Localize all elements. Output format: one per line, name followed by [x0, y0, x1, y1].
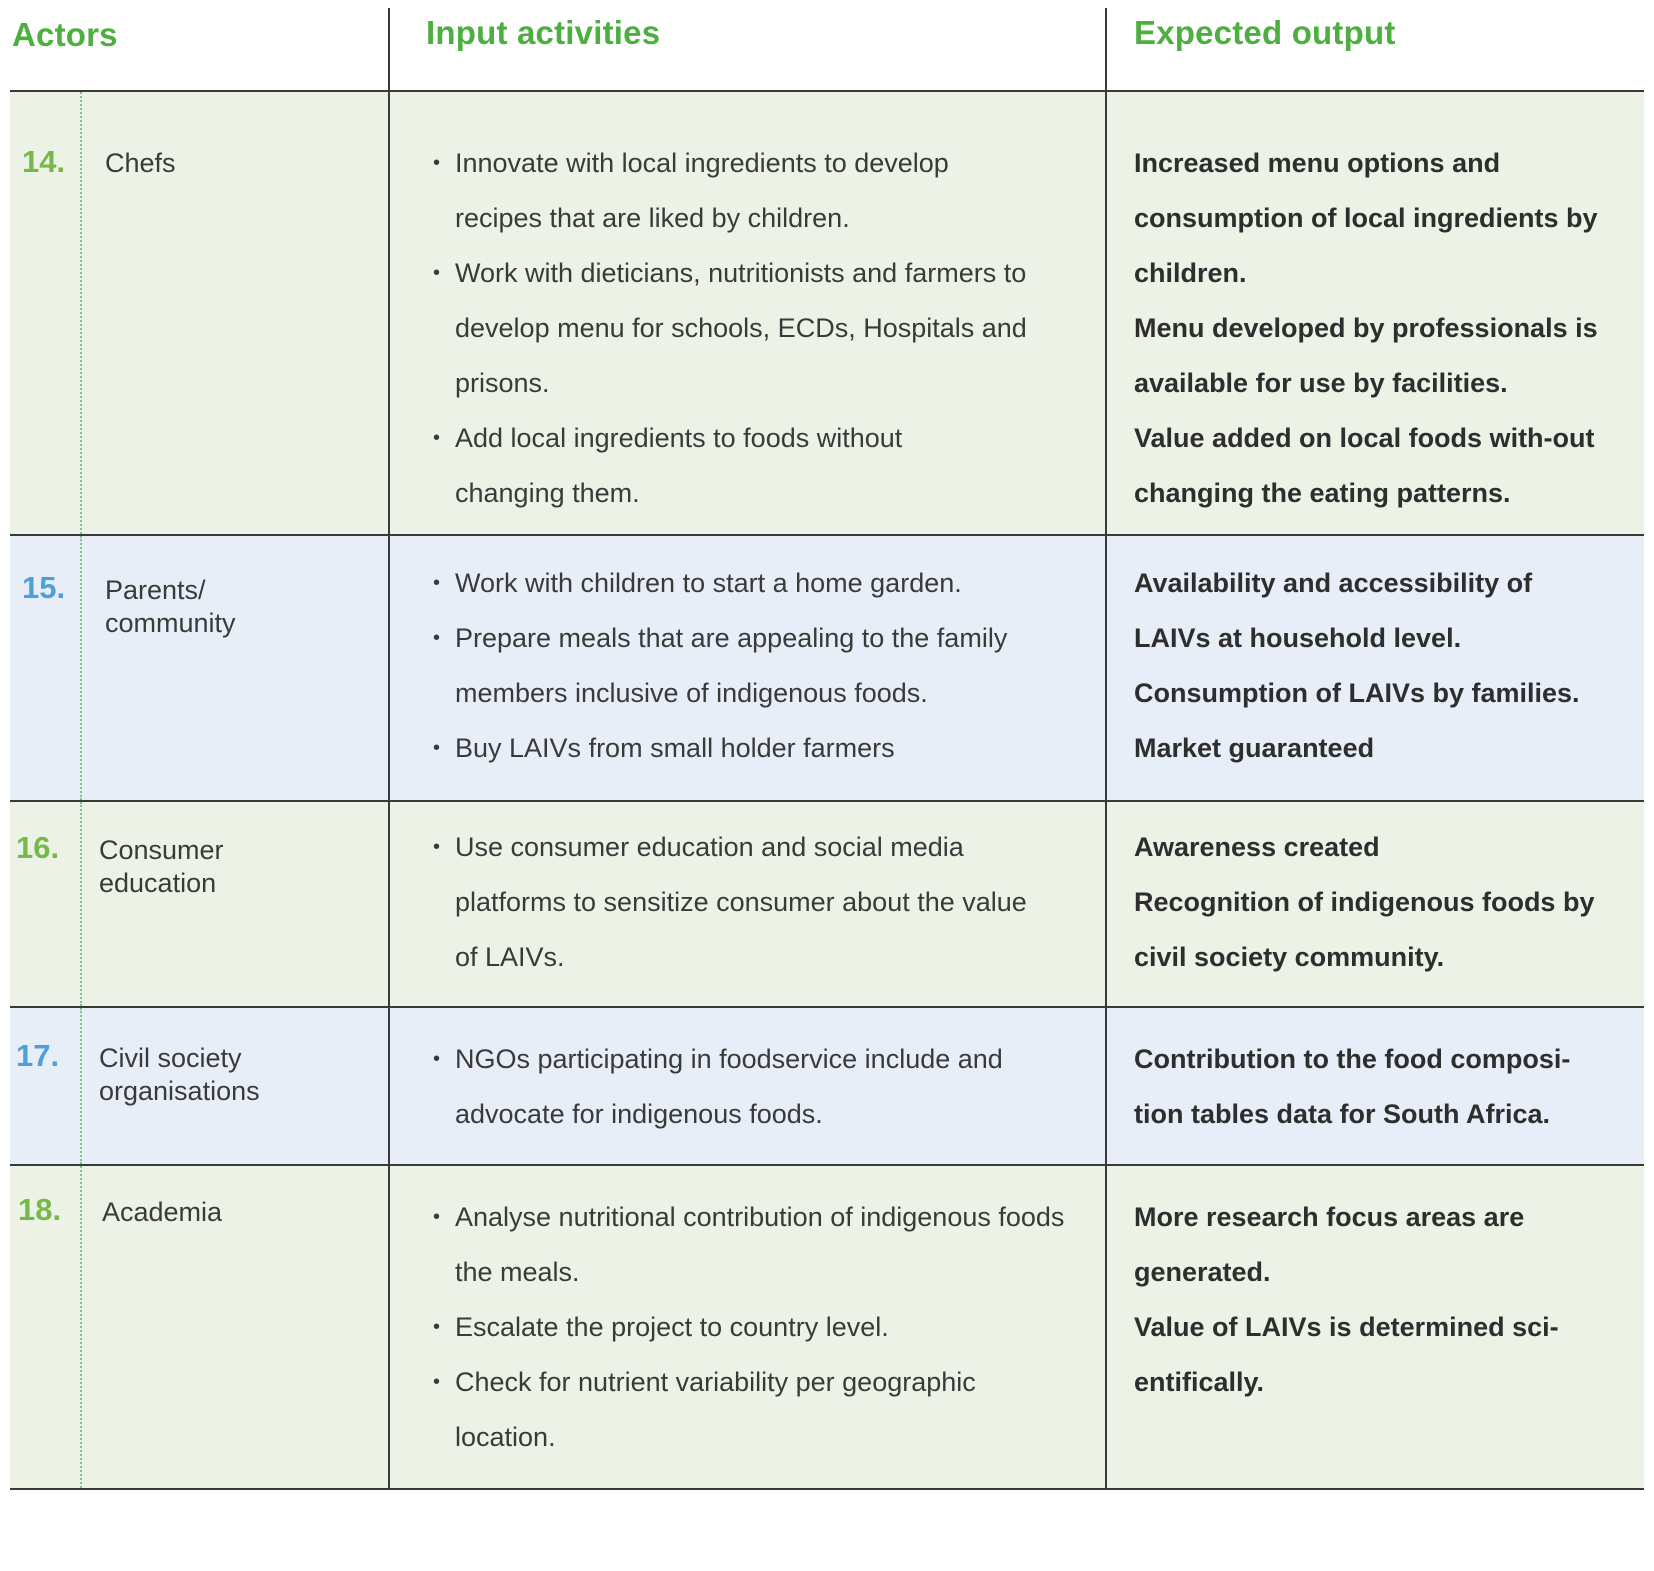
activity-item: • Innovate with local ingredients to develop recipes that are liked by children. — [426, 136, 1025, 246]
input-activities-list — [426, 556, 1106, 776]
row-divider-dotted — [80, 1008, 82, 1164]
expected-output-list — [1134, 556, 1634, 776]
actor-name: Chefs — [105, 148, 176, 178]
output-item: Value of LAIVs is determined sci-entifically. — [1134, 1312, 1559, 1397]
table-row — [10, 1166, 1644, 1490]
input-activities-list — [426, 1032, 1106, 1142]
row-divider-dotted — [80, 536, 82, 800]
output-item: Increased menu options and consumption of local ingredients by children. — [1134, 148, 1598, 288]
output-item: Contribution to the food composi-tion tables data for South Africa. — [1134, 1044, 1571, 1129]
table-row — [10, 1008, 1644, 1166]
activity-item: • Check for nutrient variability per geographic location. — [426, 1355, 1065, 1465]
row-number: 18. — [18, 1192, 62, 1227]
table-header — [10, 0, 1644, 92]
expected-output-list — [1134, 820, 1634, 985]
column-divider — [388, 8, 390, 1490]
expected-output-list — [1134, 136, 1634, 521]
row-number: 14. — [22, 144, 66, 179]
activity-item: • Escalate the project to country level. — [426, 1300, 1085, 1355]
row-number: 16. — [16, 830, 60, 865]
activity-item: • Use consumer education and social media platforms to sensitize consumer about the value of LAIVs. — [426, 820, 1055, 985]
row-number: 17. — [16, 1038, 60, 1073]
row-divider-dotted — [80, 1166, 82, 1488]
activities-table — [10, 0, 1644, 1490]
actor-name: Consumer education — [99, 835, 224, 898]
input-activities-list — [426, 1190, 1106, 1465]
table-row — [10, 802, 1644, 1008]
actor-name: Academia — [102, 1197, 223, 1227]
row-divider-dotted — [80, 802, 82, 1006]
activity-item: • Add local ingredients to foods without changing them. — [426, 411, 975, 521]
table-row — [10, 92, 1644, 536]
output-item: Menu developed by professionals is available for use by facilities. — [1134, 313, 1598, 398]
activity-item: • Work with children to start a home garden. — [426, 556, 1075, 611]
activity-item: • NGOs participating in foodservice include and advocate for indigenous foods. — [426, 1032, 1095, 1142]
activity-item: • Analyse nutritional contribution of indigenous foods the meals. — [426, 1190, 1085, 1300]
header-input-activities: Input activities — [426, 14, 661, 51]
header-expected-output: Expected output — [1134, 14, 1396, 51]
activity-item: • Work with dieticians, nutritionists and farmers to develop menu for schools, ECDs, Hospitals and prisons. — [426, 246, 1050, 411]
activity-item: • Buy LAIVs from small holder farmers — [426, 721, 1075, 776]
header-actors: Actors — [12, 16, 118, 53]
expected-output-list — [1134, 1190, 1634, 1410]
table-row — [10, 536, 1644, 802]
input-activities-list — [426, 820, 1106, 985]
output-item: Awareness created — [1134, 832, 1380, 862]
output-item: Market guaranteed — [1134, 733, 1375, 763]
table-body — [10, 92, 1644, 1490]
output-item: Availability and accessibility of LAIVs at household level. — [1134, 568, 1533, 653]
output-item: More research focus areas are generated. — [1134, 1202, 1525, 1287]
output-item: Recognition of indigenous foods by civil society community. — [1134, 887, 1595, 972]
output-item: Consumption of LAIVs by families. — [1134, 678, 1580, 708]
activity-item: • Prepare meals that are appealing to the family members inclusive of indigenous foods. — [426, 611, 1095, 721]
expected-output-list — [1134, 1032, 1634, 1142]
column-divider — [1105, 8, 1107, 1490]
input-activities-list — [426, 136, 1106, 521]
output-item: Value added on local foods with-out changing the eating patterns. — [1134, 423, 1595, 508]
actor-name: Civil society organisations — [99, 1043, 260, 1106]
row-number: 15. — [22, 570, 66, 605]
actor-name: Parents/ community — [105, 575, 236, 638]
row-divider-dotted — [80, 92, 82, 534]
